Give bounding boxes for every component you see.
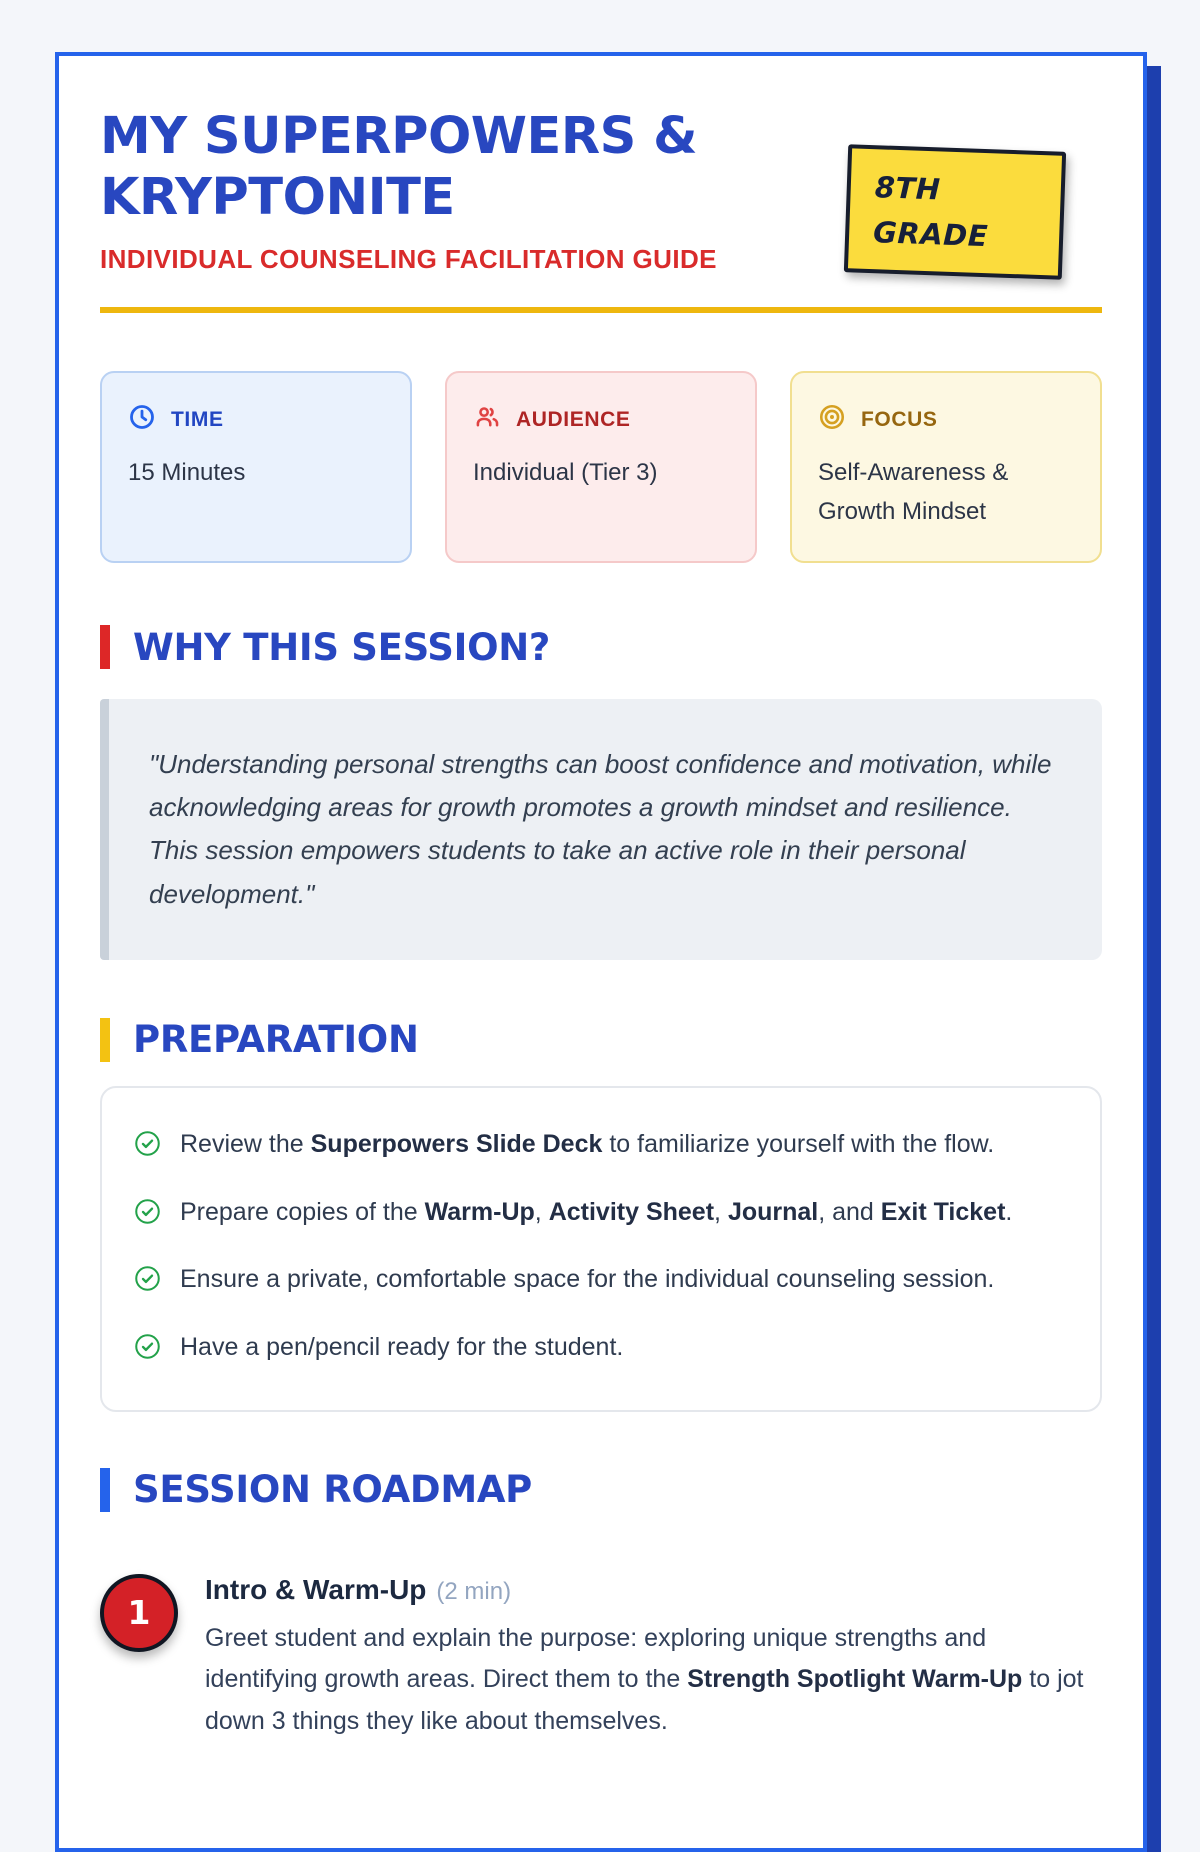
step-description: Greet student and explain the purpose: exploring unique strengths and identifying growth areas. Direct them to the Strength Spotlight Warm-Up to jot down 3 things they like about themselves. (205, 1623, 1084, 1735)
roadmap-section-title: SESSION ROADMAP (133, 1468, 532, 1512)
yellow-heading-bar (100, 1018, 110, 1062)
preparation-section-title: PREPARATION (133, 1018, 419, 1062)
why-section-heading (100, 625, 1102, 669)
roadmap-section (100, 1468, 1102, 1743)
checklist-item-text: Ensure a private, comfortable space for the individual counseling session. (180, 1265, 995, 1294)
focus-card-header (818, 403, 1074, 437)
preparation-checklist (100, 1086, 1102, 1412)
checklist-item-text: Have a pen/pencil ready for the student. (180, 1333, 624, 1362)
guide-sheet (55, 52, 1147, 1852)
step-title: Intro & Warm-Up (205, 1573, 427, 1605)
audience-card-label: AUDIENCE (516, 408, 631, 432)
step-title-row (205, 1574, 1102, 1606)
page-title-line-2: KRYPTONITE (100, 168, 455, 228)
time-card-label: TIME (171, 408, 224, 432)
focus-card (790, 371, 1102, 563)
check-circle-icon (134, 1333, 161, 1370)
rationale-quote: "Understanding personal strengths can boost confidence and motivation, while acknowledging areas for growth promotes a growth mindset and resilience. This session empowers students to take an active role in their personal development." (100, 699, 1102, 960)
check-circle-icon (134, 1130, 161, 1167)
checklist-item (134, 1128, 1068, 1167)
step-duration: (2 min) (436, 1577, 512, 1605)
time-card (100, 371, 412, 563)
preparation-section (100, 1018, 1102, 1412)
audience-card (445, 371, 757, 563)
step-content (205, 1574, 1102, 1743)
checklist-item (134, 1331, 1068, 1370)
grade-badge-line-2: GRADE (872, 215, 989, 254)
grade-badge (844, 144, 1066, 279)
preparation-section-heading (100, 1018, 1102, 1062)
focus-card-label: FOCUS (861, 408, 938, 432)
why-section (100, 625, 1102, 960)
focus-card-value: Self-Awareness & Growth Mindset (818, 459, 1009, 525)
page-title-line-1: MY SUPERPOWERS & (100, 107, 698, 166)
checklist-item-text: Review the Superpowers Slide Deck to familiarize yourself with the flow. (180, 1129, 995, 1158)
check-circle-icon (134, 1265, 161, 1302)
audience-card-header (473, 403, 729, 437)
info-card-row (100, 371, 1102, 563)
checklist-item-text: Prepare copies of the Warm-Up, Activity Sheet, Journal, and Exit Ticket. (180, 1197, 1013, 1226)
roadmap-section-heading (100, 1468, 1102, 1512)
target-icon (818, 403, 846, 437)
audience-card-value: Individual (Tier 3) (473, 459, 658, 487)
checklist-item (134, 1263, 1068, 1302)
people-icon (473, 403, 501, 437)
time-card-header (128, 403, 384, 437)
check-circle-icon (134, 1198, 161, 1235)
blue-heading-bar (100, 1468, 110, 1512)
checklist-item (134, 1196, 1068, 1235)
yellow-divider (100, 307, 1102, 313)
step-number-badge: 1 (100, 1574, 178, 1652)
red-heading-bar (100, 625, 110, 669)
header (100, 106, 1102, 313)
page-subtitle: INDIVIDUAL COUNSELING FACILITATION GUIDE (100, 244, 717, 275)
grade-badge-line-1: 8TH (874, 170, 942, 207)
clock-icon (128, 403, 156, 437)
roadmap-step-1 (100, 1574, 1102, 1743)
why-section-title: WHY THIS SESSION? (133, 625, 551, 669)
time-card-value: 15 Minutes (128, 459, 246, 487)
